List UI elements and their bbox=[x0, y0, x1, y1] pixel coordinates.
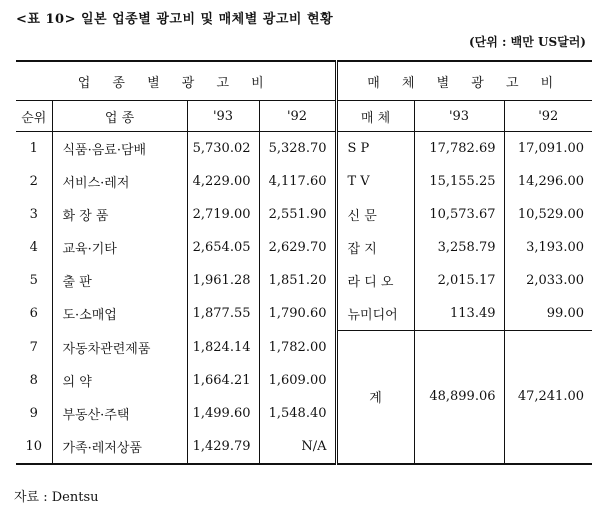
media-total-92: 47,241.00 bbox=[517, 389, 584, 405]
table-row bbox=[16, 165, 592, 198]
rank-cell: 1 bbox=[16, 132, 52, 166]
industry-name-cell: 교육·기타 bbox=[52, 231, 187, 264]
media-header: 매 체 bbox=[336, 101, 414, 132]
industry-93-header: '93 bbox=[187, 101, 259, 132]
source-note: 자료 : Dentsu bbox=[14, 490, 99, 505]
industry-92-cell: 5,328.70 bbox=[259, 132, 336, 166]
unit-note: (단위 : 백만 US달러) bbox=[468, 35, 586, 49]
industry-name-cell: 식품·음료·담배 bbox=[52, 132, 187, 166]
industry-93-cell: 1,961.28 bbox=[187, 264, 259, 297]
media-92-header: '92 bbox=[504, 101, 592, 132]
table-row bbox=[16, 132, 592, 166]
media-total-93: 48,899.06 bbox=[414, 331, 504, 464]
column-header-row bbox=[16, 101, 592, 132]
rank-cell: 4 bbox=[16, 231, 52, 264]
media-name-cell: 뉴미디어 bbox=[336, 297, 414, 331]
industry-93-cell: 5,730.02 bbox=[187, 132, 259, 166]
industry-92-cell: 1,609.00 bbox=[259, 364, 336, 397]
media-93-header: '93 bbox=[414, 101, 504, 132]
media-92-cell: 14,296.00 bbox=[517, 174, 584, 189]
industry-93-cell: 1,499.60 bbox=[187, 397, 259, 430]
industry-92-cell: 2,551.90 bbox=[259, 198, 336, 231]
media-name-cell: T V bbox=[336, 165, 414, 198]
media-93-cell: 3,258.79 bbox=[414, 231, 504, 264]
rank-cell: 5 bbox=[16, 264, 52, 297]
industry-92-cell: 1,782.00 bbox=[259, 331, 336, 364]
industry-92-cell: 2,629.70 bbox=[259, 231, 336, 264]
industry-name-cell: 도·소매업 bbox=[52, 297, 187, 331]
rank-cell: 10 bbox=[16, 430, 52, 464]
media-93-cell: 113.49 bbox=[414, 297, 504, 331]
media-93-cell: 15,155.25 bbox=[414, 165, 504, 198]
rank-cell: 8 bbox=[16, 364, 52, 397]
media-92-cell: 3,193.00 bbox=[526, 240, 584, 255]
industry-92-cell: N/A bbox=[259, 430, 336, 464]
media-92-cell: 99.00 bbox=[504, 297, 592, 331]
industry-93-cell: 2,719.00 bbox=[187, 198, 259, 231]
table-row bbox=[16, 331, 592, 364]
industry-92-cell: 1,790.60 bbox=[259, 297, 336, 331]
media-name-cell: 잡 지 bbox=[336, 231, 414, 264]
industry-93-cell: 1,664.21 bbox=[187, 364, 259, 397]
media-93-cell: 10,573.67 bbox=[414, 198, 504, 231]
industry-name-cell: 서비스·레저 bbox=[52, 165, 187, 198]
rank-header: 순위 bbox=[16, 101, 52, 132]
table-row bbox=[16, 297, 592, 331]
industry-93-cell: 2,654.05 bbox=[187, 231, 259, 264]
table-row bbox=[16, 264, 592, 297]
industry-92-cell: 4,117.60 bbox=[259, 165, 336, 198]
industry-93-cell: 4,229.00 bbox=[187, 165, 259, 198]
rank-cell: 9 bbox=[16, 397, 52, 430]
media-92-cell: 2,033.00 bbox=[526, 273, 584, 288]
industry-header: 업 종 bbox=[52, 101, 187, 132]
table-row bbox=[16, 198, 592, 231]
table-row bbox=[16, 231, 592, 264]
industry-93-cell: 1,877.55 bbox=[187, 297, 259, 331]
industry-name-cell: 의 약 bbox=[52, 364, 187, 397]
industry-92-cell: 1,851.20 bbox=[259, 264, 336, 297]
media-group-header: 매 체 별 광 고 비 bbox=[336, 61, 592, 101]
rank-cell: 3 bbox=[16, 198, 52, 231]
media-name-cell: 신 문 bbox=[336, 198, 414, 231]
industry-name-cell: 출 판 bbox=[52, 264, 187, 297]
media-92-cell: 10,529.00 bbox=[517, 207, 584, 222]
industry-name-cell: 자동차관련제품 bbox=[52, 331, 187, 364]
rank-cell: 6 bbox=[16, 297, 52, 331]
industry-name-cell: 가족·레저상품 bbox=[52, 430, 187, 464]
media-93-cell: 2,015.17 bbox=[414, 264, 504, 297]
media-name-cell: S P bbox=[336, 132, 414, 166]
table-title: <표 10> 일본 업종별 광고비 및 매체별 광고비 현황 bbox=[16, 12, 334, 27]
group-header-row bbox=[16, 61, 592, 101]
industry-92-header: '92 bbox=[259, 101, 336, 132]
industry-group-header: 업 종 별 광 고 비 bbox=[16, 61, 336, 101]
industry-93-cell: 1,824.14 bbox=[187, 331, 259, 364]
rank-cell: 2 bbox=[16, 165, 52, 198]
industry-92-cell: 1,548.40 bbox=[259, 397, 336, 430]
rank-cell: 7 bbox=[16, 331, 52, 364]
media-93-cell: 17,782.69 bbox=[414, 132, 504, 166]
industry-name-cell: 부동산·주택 bbox=[52, 397, 187, 430]
ad-expenditure-table bbox=[16, 60, 592, 465]
industry-93-cell: 1,429.79 bbox=[187, 430, 259, 464]
industry-name-cell: 화 장 품 bbox=[52, 198, 187, 231]
media-92-cell: 17,091.00 bbox=[517, 141, 584, 156]
media-name-cell: 라 디 오 bbox=[336, 264, 414, 297]
media-total-label: 계 bbox=[336, 331, 414, 464]
